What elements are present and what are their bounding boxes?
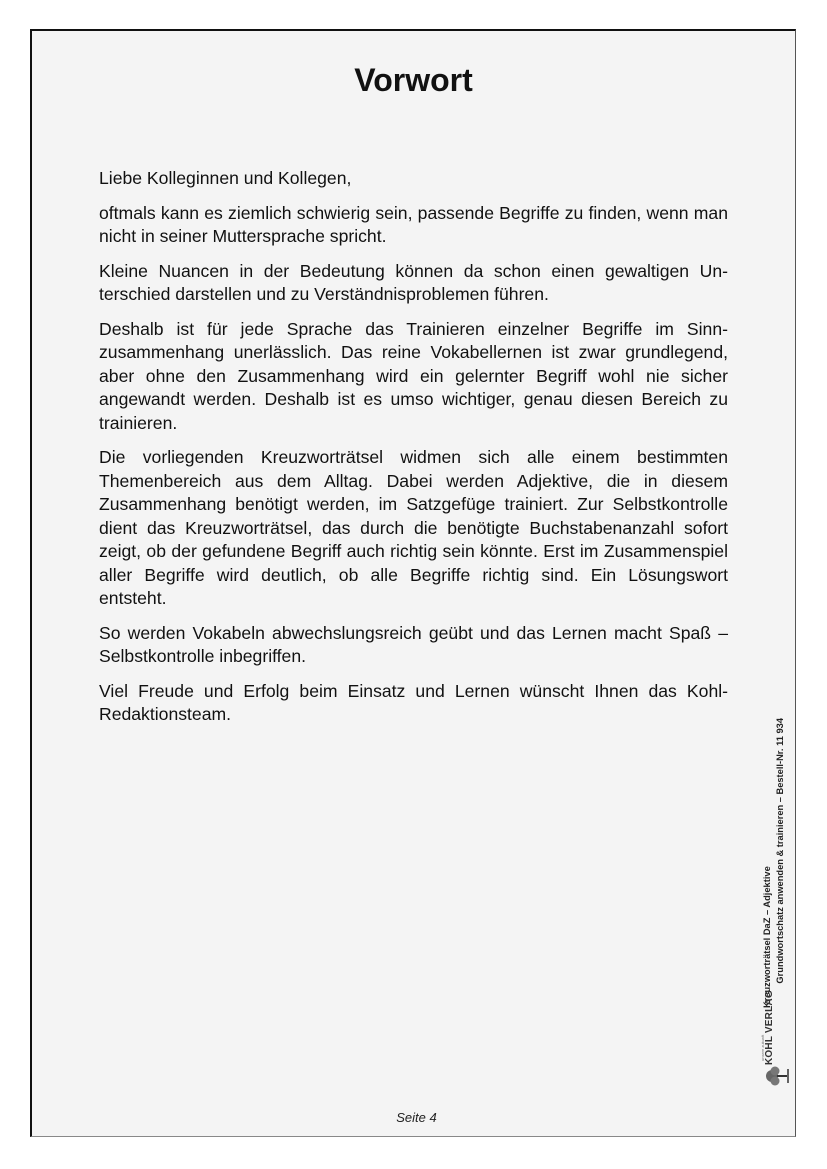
paragraph-greeting: Liebe Kolleginnen und Kollegen, [99, 168, 352, 188]
paragraph: Kleine Nuancen in der Bedeutung können da schon einen gewaltigen Unterschied darstellen und zu Verständnisproblemen führen. [99, 260, 728, 304]
logo-name: KOHL VERLAG [764, 990, 775, 1065]
publisher-logo [750, 990, 790, 1087]
paragraph: So werden Vokabeln abwechslungsreich geübt und das Lernen macht Spaß – Selbstkontrolle inbegriffen. [99, 622, 728, 666]
sidebar-product-info [761, 718, 789, 1008]
paragraph: Viel Freude und Erfolg beim Einsatz und Lernen wünscht Ihnen das Kohl-Redaktionsteam. [99, 680, 728, 724]
body-text [99, 167, 728, 738]
paragraph: Die vorliegenden Kreuzworträtsel widmen sich alle einem bestimmten Themenbereich aus dem Alltag. Dabei werden Adjektive, die in diesem Zusammenhang benötigt werden, im Satzgefüge trainiert. Zur Selbstkontrolle dient das Kreuzworträtsel, das durch die benötigte Buchstabenanzahl sofort zeigt, ob der gefundene Begriff auch richtig sein könnte. Erst im Zusammenspiel aller Begriffe wird deutlich, ob alle Begriffe richtig sind. Ein Lösungswort entsteht. [99, 447, 728, 608]
tree-icon [764, 1065, 790, 1087]
paragraph: oftmals kann es ziemlich schwierig sein, passende Begriffe zu finden, wenn man nicht in seiner Muttersprache spricht. [99, 202, 728, 246]
sidebar-line-title: Kreuzworträtsel DaZ – Adjektive [762, 866, 772, 1008]
page-number: Seite 4 [396, 1110, 437, 1125]
sidebar-line-subtitle: Grundwortschatz anwenden & trainieren – Bestell-Nr. 11 934 [775, 718, 785, 984]
logo-tagline: unsere zukunft [760, 1034, 765, 1061]
paragraph: Deshalb ist für jede Sprache das Trainieren einzelner Begriffe im Sinnzusammenhang unerlässlich. Das reine Vokabellernen ist zwar grundlegend, aber ohne den Zusammenhang wird ein gelernter Begriff wohl nie sicher angewandt werden. Deshalb ist es umso wichtiger, genau diesen Bereich zu trainieren. [99, 318, 728, 433]
page-title: Vorwort [354, 62, 473, 98]
